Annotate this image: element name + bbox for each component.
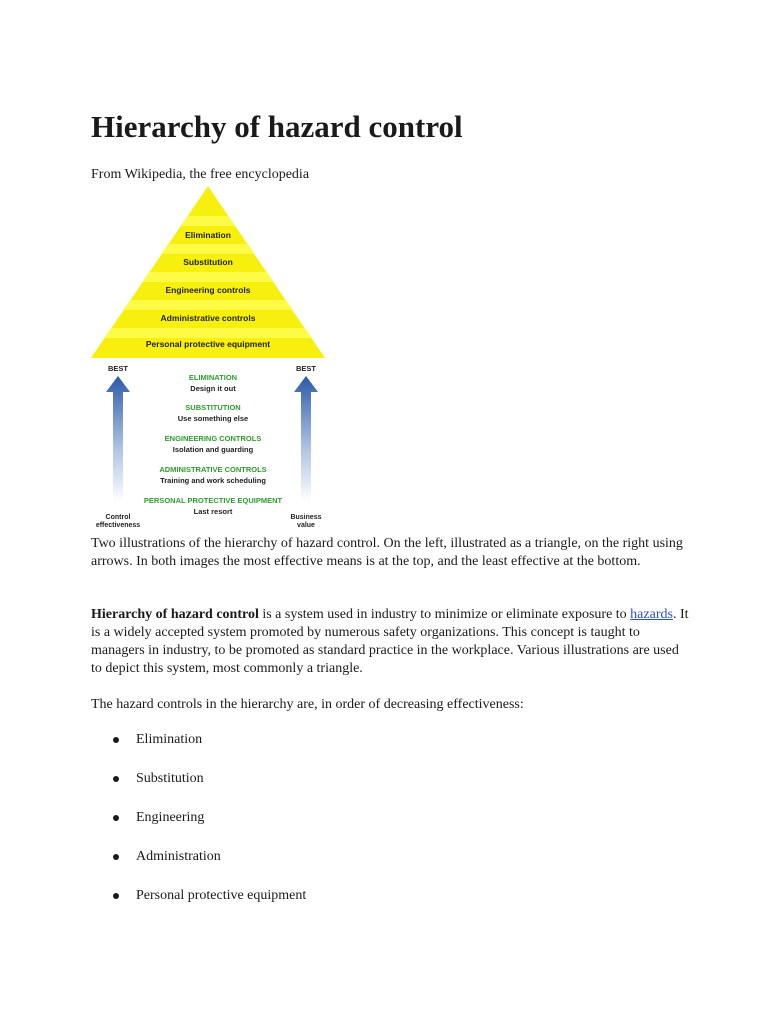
- list-item: [91, 887, 591, 926]
- control-name-administrative: ADMINISTRATIVE CONTROLS: [159, 465, 267, 474]
- left-arrow-bottom-label-1: Control: [105, 514, 131, 521]
- pyramid-level-engineering: Engineering controls: [165, 285, 251, 295]
- bullet-icon: [113, 815, 119, 821]
- control-desc-ppe: Last resort: [193, 507, 233, 516]
- figure-caption: Two illustrations of the hierarchy of hazard control. On the left, illustrated as a triangle, on the right using arrows. In both images the most effective means is at the top, and the least effective at the bottom.: [91, 536, 683, 569]
- pyramid-band-5: [104, 328, 312, 338]
- bullet-icon: [113, 776, 119, 782]
- right-arrow-bottom-label-2: value: [297, 522, 315, 528]
- hazards-link[interactable]: hazards: [630, 607, 673, 622]
- pyramid: [91, 186, 325, 358]
- control-desc-engineering: Isolation and guarding: [172, 445, 254, 454]
- right-arrow-top-label: BEST: [295, 364, 317, 373]
- control-name-ppe: PERSONAL PROTECTIVE EQUIPMENT: [143, 496, 283, 505]
- right-arrow-up-icon: [294, 376, 318, 502]
- paragraph-text-1: is a system used in industry to minimize or eliminate exposure to: [258, 607, 631, 622]
- hierarchy-figure: [88, 184, 332, 528]
- right-arrow-group: [290, 364, 321, 528]
- left-arrow-up-icon: [106, 376, 130, 502]
- control-name-engineering: ENGINEERING CONTROLS: [164, 434, 262, 443]
- list-item: [91, 770, 591, 809]
- pyramid-level-ppe: Personal protective equipment: [145, 339, 271, 349]
- list-item-label: Engineering: [136, 810, 205, 825]
- list-item: [91, 848, 591, 887]
- list-intro: The hazard controls in the hierarchy are, in order of decreasing effectiveness:: [91, 697, 524, 712]
- left-arrow-top-label: BEST: [107, 364, 129, 373]
- article-subtitle: From Wikipedia, the free encyclopedia: [91, 167, 310, 182]
- bullet-icon: [113, 854, 119, 860]
- list-item-label: Elimination: [136, 732, 203, 747]
- pyramid-band-2: [161, 244, 255, 254]
- control-desc-administrative: Training and work scheduling: [160, 476, 266, 485]
- control-desc-elimination: Design it out: [190, 384, 236, 393]
- control-name-substitution: SUBSTITUTION: [185, 403, 241, 412]
- bullet-icon: [113, 893, 119, 899]
- paragraph-term: Hierarchy of hazard control: [91, 607, 259, 622]
- list-item-label: Substitution: [136, 771, 204, 786]
- controls-bullet-list: [91, 731, 591, 926]
- list-item: [91, 809, 591, 848]
- pyramid-level-administrative: Administrative controls: [160, 313, 256, 323]
- list-item-label: Administration: [136, 849, 221, 864]
- left-arrow-bottom-label-2: effectiveness: [95, 522, 141, 528]
- pyramid-band-4: [123, 300, 293, 310]
- list-item-label: Personal protective equipment: [136, 888, 307, 903]
- intro-paragraph: [91, 606, 691, 678]
- pyramid-band-3: [142, 272, 274, 282]
- controls-list: [144, 373, 283, 516]
- control-desc-substitution: Use something else: [177, 414, 249, 423]
- page-title: Hierarchy of hazard control: [91, 109, 463, 144]
- list-item: [91, 731, 591, 770]
- bullet-icon: [113, 737, 119, 743]
- control-name-elimination: ELIMINATION: [188, 373, 238, 382]
- right-arrow-bottom-label-1: Business: [290, 514, 322, 521]
- left-arrow-group: [96, 364, 140, 528]
- pyramid-band-1: [181, 216, 235, 226]
- pyramid-level-substitution: Substitution: [183, 257, 233, 267]
- paragraph-text-2: . It is a widely accepted system promoted by numerous safety organizations. This concept is taught to managers in industry, to be promoted as standard practice in the workplace. Various illustrations are used to depict this system, most commonly a triangle.: [91, 607, 689, 676]
- hierarchy-figure-svg: [88, 184, 332, 528]
- pyramid-level-elimination: Elimination: [185, 230, 231, 240]
